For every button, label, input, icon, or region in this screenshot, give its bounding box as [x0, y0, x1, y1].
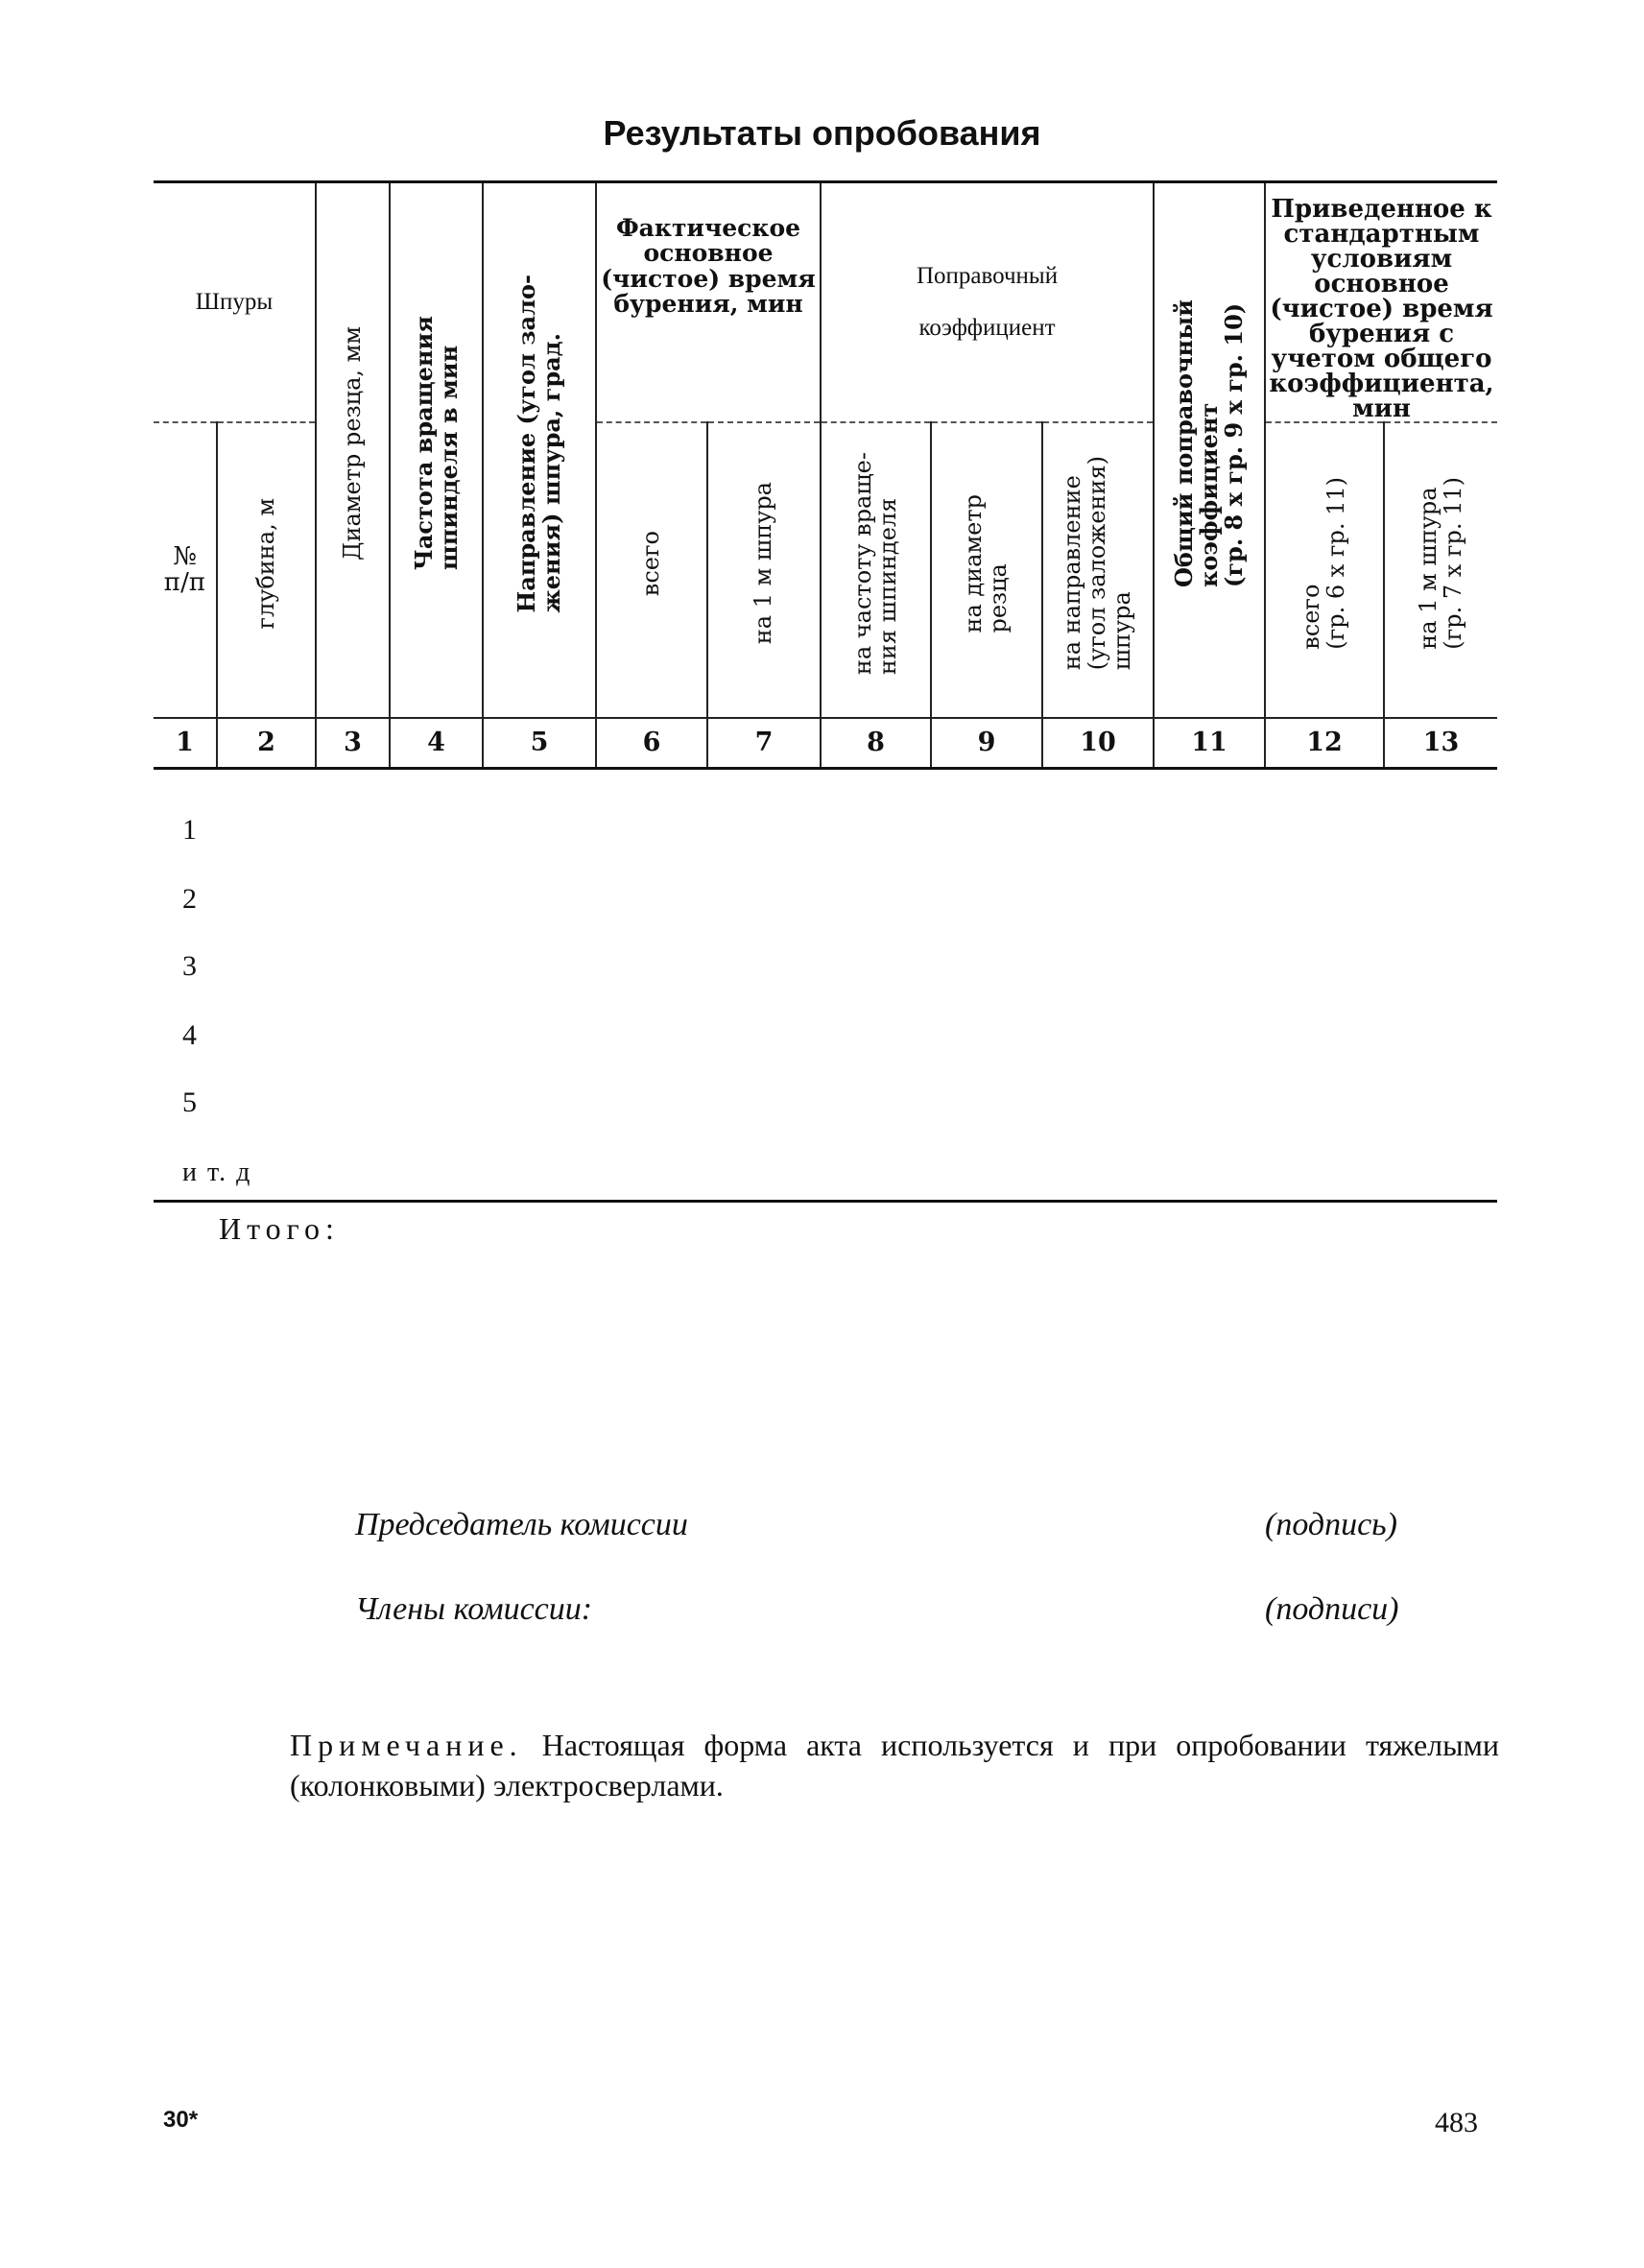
- note-label: Примечание.: [290, 1728, 523, 1762]
- col-number: 13: [1384, 718, 1497, 769]
- page-number: 483: [1435, 2107, 1478, 2138]
- group-header-popravochny: Поправочный коэффициент: [821, 182, 1154, 423]
- col-number: 1: [154, 718, 217, 769]
- col-number: 11: [1154, 718, 1265, 769]
- col-header-8: на частоту враще- ния шпинделя: [821, 422, 931, 718]
- col-number: 8: [821, 718, 931, 769]
- chairman-label: Председатель комиссии: [355, 1507, 688, 1542]
- col-header-5: Направление (угол зало- жения) шпура, град.: [483, 182, 596, 719]
- col-number: 2: [217, 718, 316, 769]
- row-number: 3: [182, 950, 197, 982]
- col-number: 5: [483, 718, 596, 769]
- col-header-7: на 1 м шпура: [707, 422, 821, 718]
- chairman-signature: (подпись): [1265, 1507, 1397, 1542]
- col-header-1: № п/п: [154, 422, 217, 718]
- col-number: 7: [707, 718, 821, 769]
- col-number: 10: [1042, 718, 1154, 769]
- col-header-9: на диаметр резца: [931, 422, 1042, 718]
- col-header-13: на 1 м шпура (гр. 7 х гр. 11): [1384, 422, 1497, 718]
- table-bottom-rule: [154, 1200, 1497, 1203]
- footer-signature-mark: 30*: [163, 2107, 199, 2133]
- note-text: Настоящая форма акта используется и при опробовании тяжелыми (колонковыми) электросверлами.: [290, 1728, 1500, 1802]
- members-signature: (подписи): [1265, 1591, 1399, 1627]
- results-table: [154, 180, 1497, 770]
- col-header-12: всего (гр. 6 х гр. 11): [1265, 422, 1384, 718]
- col-header-6: всего: [596, 422, 707, 718]
- col-header-4: Частота вращения шпинделя в мин: [390, 182, 483, 719]
- group-header-shpury: Шпуры: [154, 182, 316, 423]
- group-header-fact-time: Фактическое основное (чистое) время бурения, мин: [596, 182, 821, 423]
- members-label: Члены комиссии:: [355, 1591, 593, 1627]
- col-header-11: Общий поправочный коэффициент (гр. 8 х гр. 9 х гр. 10): [1154, 182, 1265, 719]
- row-number-etc: и т. д: [182, 1158, 252, 1187]
- row-number: 4: [182, 1019, 197, 1051]
- col-number: 4: [390, 718, 483, 769]
- col-header-3: Диаметр резца, мм: [316, 182, 390, 719]
- row-number: 5: [182, 1086, 197, 1118]
- group-header-privedennoe: Приведенное к стандартным условиям основное (чистое) время бурения с учетом общего коэффициента, мин: [1265, 182, 1497, 423]
- col-number: 6: [596, 718, 707, 769]
- col-number: 9: [931, 718, 1042, 769]
- col-number: 3: [316, 718, 390, 769]
- col-header-10: на направление (угол заложения) шпура: [1042, 422, 1154, 718]
- itogo-label: Итого:: [219, 1211, 340, 1246]
- col-number: 12: [1265, 718, 1384, 769]
- page-title: Результаты опробования: [603, 113, 1041, 153]
- row-number: 2: [182, 883, 197, 915]
- note: [290, 1726, 1499, 1805]
- row-number: 1: [182, 814, 197, 846]
- col-header-2: глубина, м: [217, 422, 316, 718]
- column-numbers-row: [154, 718, 1497, 769]
